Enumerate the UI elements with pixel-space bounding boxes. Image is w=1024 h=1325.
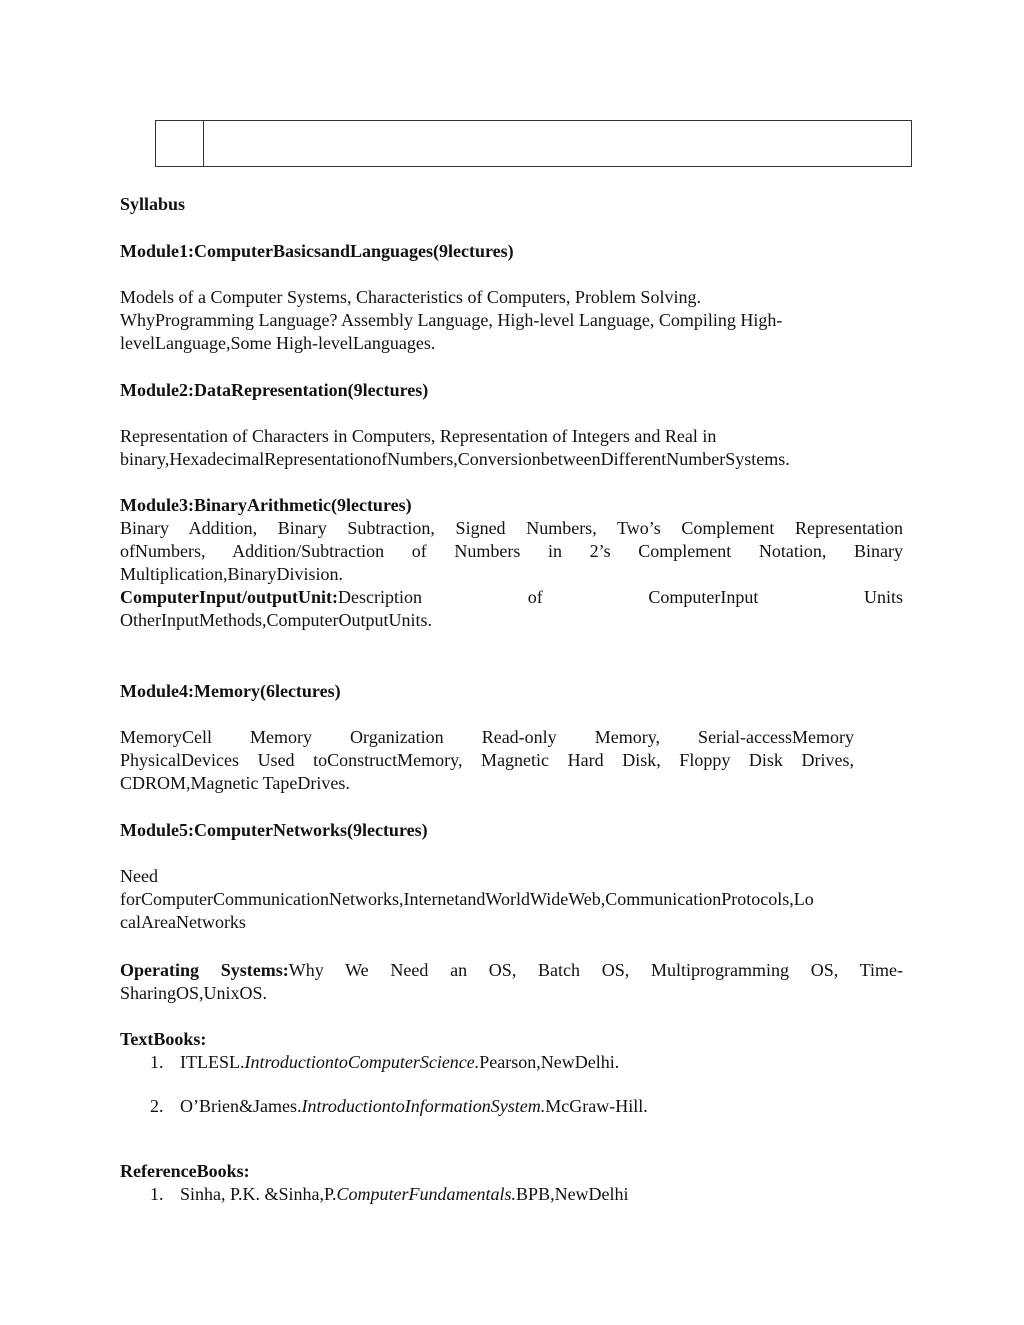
reference-item-author: Sinha, P.K. &Sinha,P. — [180, 1184, 337, 1204]
header-table — [155, 120, 912, 167]
os-label: Operating Systems: — [120, 960, 289, 980]
os-desc: Why We Need an OS, Batch OS, Multiprogramming OS, Time- — [288, 960, 903, 980]
module2-title: Module2:DataRepresentation(9lectures) — [120, 380, 429, 400]
reference-item-title: ComputerFundamentals. — [336, 1184, 517, 1204]
module3-line-1: Binary Addition, Binary Subtraction, Signed Numbers, Two’s Complement Representation — [120, 518, 903, 538]
os-line-1 — [120, 959, 903, 982]
module4-line-1: MemoryCell Memory Organization Read-only Memory, Serial-accessMemory — [120, 727, 854, 747]
module1-line-3: levelLanguage,Some High-levelLanguages. — [120, 333, 436, 353]
textbooks-list — [150, 1051, 619, 1074]
module1-line-1: Models of a Computer Systems, Characteristics of Computers, Problem Solving. — [120, 287, 701, 307]
textbook-item-author: O’Brien&James. — [180, 1096, 302, 1116]
module1-line-2: WhyProgramming Language? Assembly Language, High-level Language, Compiling High- — [120, 310, 783, 330]
os-line-2: SharingOS,UnixOS. — [120, 983, 268, 1003]
module5-line-3: calAreaNetworks — [120, 912, 246, 932]
textbooks-list-2 — [150, 1095, 648, 1118]
module5-line-1: Need — [120, 866, 158, 886]
module2-line-1: Representation of Characters in Computers, Representation of Integers and Real in — [120, 426, 717, 446]
reference-item-publisher: BPB,NewDelhi — [516, 1184, 629, 1204]
header-table-cell-right — [204, 121, 911, 166]
textbook-item-num: 2. — [150, 1096, 164, 1116]
reference-item — [150, 1183, 629, 1206]
module4-body — [120, 726, 854, 795]
textbook-item — [150, 1051, 619, 1074]
module3-body — [120, 517, 903, 632]
textbook-item-title: IntroductiontoComputerScience. — [244, 1052, 480, 1072]
reference-list — [150, 1183, 629, 1206]
os-section — [120, 959, 903, 1005]
module3-line-3: Multiplication,BinaryDivision. — [120, 564, 343, 584]
module5-body — [120, 865, 814, 934]
io-unit-line-2: OtherInputMethods,ComputerOutputUnits. — [120, 610, 432, 630]
module5-line-2: forComputerCommunicationNetworks,InternetandWorldWideWeb,CommunicationProtocols,Lo — [120, 889, 814, 909]
reference-title: ReferenceBooks: — [120, 1161, 250, 1181]
reference-item-num: 1. — [150, 1184, 164, 1204]
textbook-item-num: 1. — [150, 1052, 164, 1072]
io-unit-desc: Description of ComputerInput Units — [338, 587, 903, 607]
textbook-item-publisher: Pearson,NewDelhi. — [479, 1052, 620, 1072]
module2-line-2: binary,HexadecimalRepresentationofNumbers,ConversionbetweenDifferentNumberSystems. — [120, 449, 790, 469]
module4-title: Module4:Memory(6lectures) — [120, 681, 341, 701]
textbook-item-author: ITLESL. — [180, 1052, 245, 1072]
header-table-cell-left — [156, 121, 204, 166]
module1-body — [120, 286, 782, 355]
module4-line-2: PhysicalDevices Used toConstructMemory, Magnetic Hard Disk, Floppy Disk Drives, — [120, 750, 854, 770]
textbook-item-publisher: McGraw-Hill. — [545, 1096, 648, 1116]
module5-title: Module5:ComputerNetworks(9lectures) — [120, 820, 428, 840]
module3-line-2: ofNumbers, Addition/Subtraction of Numbers in 2’s Complement Notation, Binary — [120, 541, 903, 561]
io-unit-line — [120, 586, 903, 609]
module4-line-3: CDROM,Magnetic TapeDrives. — [120, 773, 350, 793]
module2-body — [120, 425, 790, 471]
textbook-item — [150, 1095, 648, 1118]
module1-title: Module1:ComputerBasicsandLanguages(9lectures) — [120, 241, 514, 261]
textbook-item-title: IntroductiontoInformationSystem. — [301, 1096, 546, 1116]
textbooks-title: TextBooks: — [120, 1029, 207, 1049]
page-title: Syllabus — [120, 194, 186, 214]
io-unit-label: ComputerInput/outputUnit: — [120, 587, 339, 607]
module3-title: Module3:BinaryArithmetic(9lectures) — [120, 495, 412, 515]
